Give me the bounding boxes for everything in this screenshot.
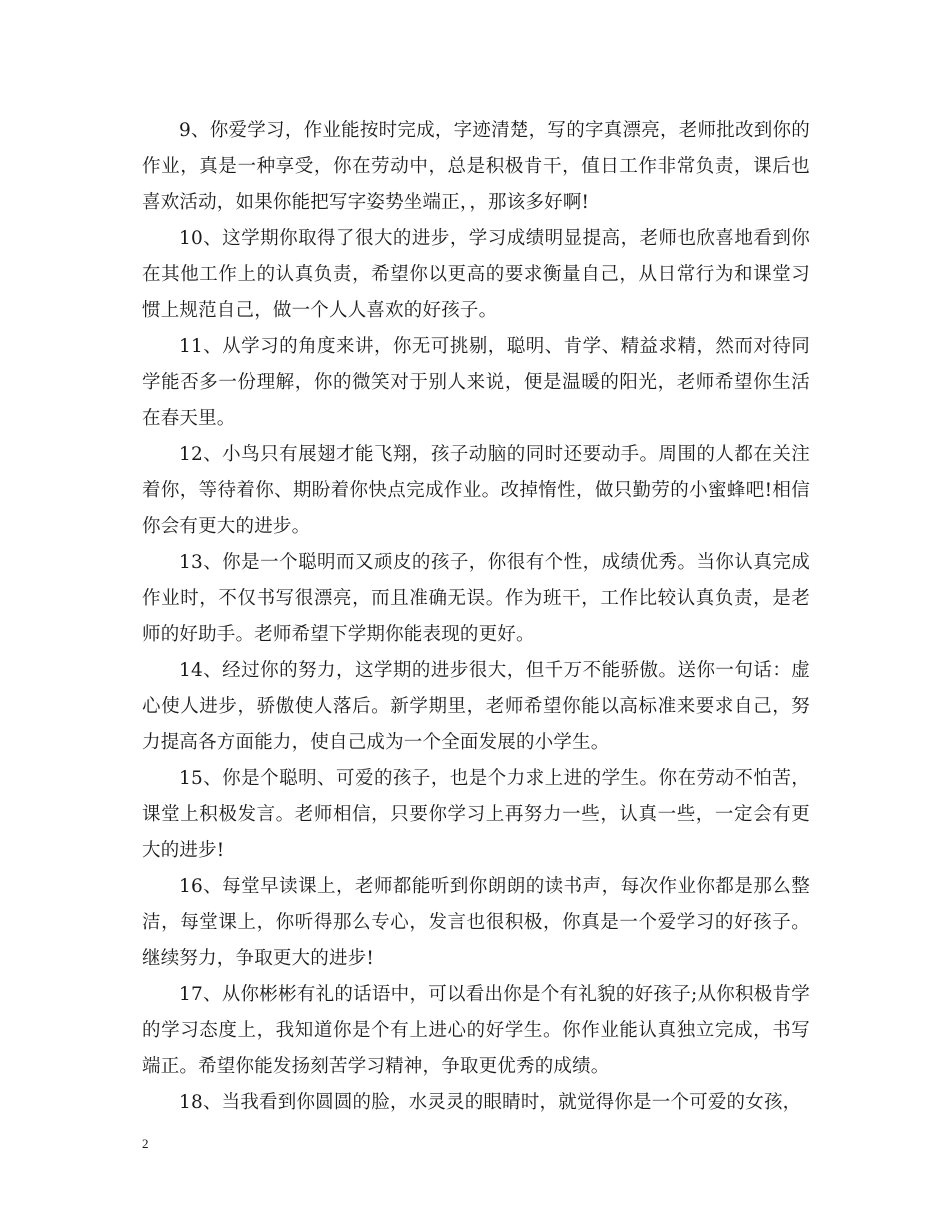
comment-paragraph-9: 9、你爱学习，作业能按时完成，字迹清楚，写的字真漂亮，老师批改到你的作业，真是一种享受，你在劳动中，总是积极肯干，值日工作非常负责，课后也喜欢活动，如果你能把写字姿势坐端正，，那该多好啊! (142, 120, 810, 213)
page-number: 2 (142, 1136, 149, 1151)
comment-paragraph-13: 13、你是一个聪明而又顽皮的孩子，你很有个性，成绩优秀。当你认真完成作业时，不仅书写很漂亮，而且准确无误。作为班干，工作比较认真负责，是老师的好助手。老师希望下学期你能表现的更好。 (142, 552, 810, 645)
comment-paragraph-18: 18、当我看到你圆圆的脸，水灵灵的眼睛时，就觉得你是一个可爱的女孩， (179, 1092, 802, 1113)
comment-paragraph-11: 11、从学习的角度来讲，你无可挑剔，聪明、肯学、精益求精，然而对待同学能否多一份理解，你的微笑对于别人来说，便是温暖的阳光，老师希望你生活在春天里。 (142, 336, 810, 429)
comment-paragraph-12: 12、小鸟只有展翅才能飞翔，孩子动脑的同时还要动手。周围的人都在关注着你，等待着你、期盼着你快点完成作业。改掉惰性，做只勤劳的小蜜蜂吧!相信你会有更大的进步。 (142, 444, 810, 537)
comment-paragraph-10: 10、这学期你取得了很大的进步，学习成绩明显提高，老师也欣喜地看到你在其他工作上的认真负责，希望你以更高的要求衡量自己，从日常行为和课堂习惯上规范自己，做一个人人喜欢的好孩子。 (142, 228, 810, 321)
document-body (142, 113, 810, 1121)
comment-paragraph-17: 17、从你彬彬有礼的话语中，可以看出你是个有礼貌的好孩子;从你积极肯学的学习态度上，我知道你是个有上进心的好学生。你作业能认真独立完成，书写端正。希望你能发扬刻苦学习精神，争取更优秀的成绩。 (142, 984, 810, 1077)
comment-paragraph-14: 14、经过你的努力，这学期的进步很大，但千万不能骄傲。送你一句话：虚心使人进步，骄傲使人落后。新学期里，老师希望你能以高标准来要求自己，努力提高各方面能力，使自己成为一个全面发展的小学生。 (142, 660, 810, 753)
comment-paragraph-15: 15、你是个聪明、可爱的孩子，也是个力求上进的学生。你在劳动不怕苦，课堂上积极发言。老师相信，只要你学习上再努力一些，认真一些，一定会有更大的进步! (142, 768, 810, 861)
comment-paragraph-16: 16、每堂早读课上，老师都能听到你朗朗的读书声，每次作业你都是那么整洁，每堂课上，你听得那么专心，发言也很积极，你真是一个爱学习的好孩子。继续努力，争取更大的进步! (142, 876, 810, 969)
